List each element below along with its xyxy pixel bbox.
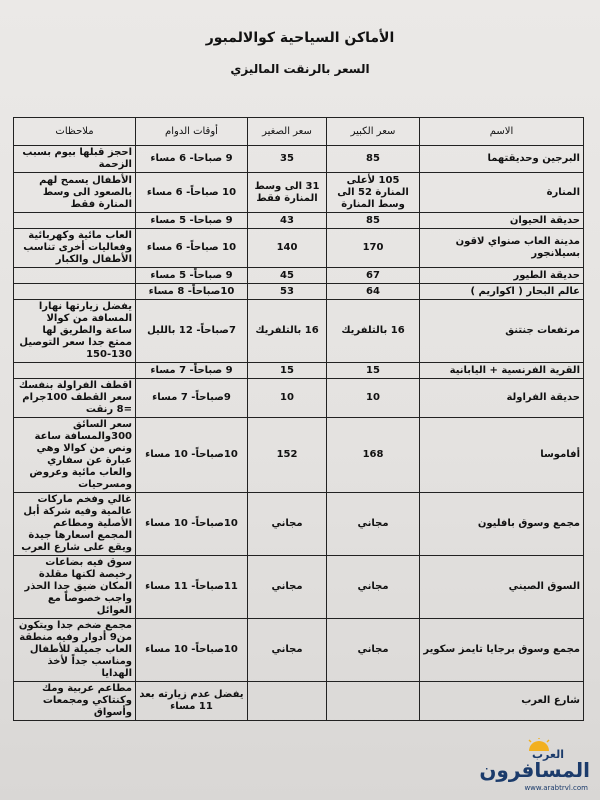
- cell-name: شارع العرب: [420, 682, 584, 721]
- table-row: [14, 146, 584, 173]
- cell-child-price: [248, 682, 327, 721]
- table-row: [14, 418, 584, 493]
- logo-website: www.arabtrvl.com: [524, 784, 588, 792]
- table-row: [14, 556, 584, 619]
- cell-adult-price: مجاني: [327, 556, 420, 619]
- cell-name: المنارة: [420, 173, 584, 213]
- cell-child-price: مجاني: [248, 556, 327, 619]
- cell-notes: [14, 363, 136, 379]
- cell-adult-price: 16 بالتلفريك: [327, 300, 420, 363]
- cell-child-price: مجاني: [248, 619, 327, 682]
- cell-name: مرتفعات جنتنق: [420, 300, 584, 363]
- cell-adult-price: 170: [327, 229, 420, 268]
- site-logo: [479, 736, 594, 796]
- cell-notes: الأطفال يسمح لهم بالصعود الى وسط المنارة فقط: [14, 173, 136, 213]
- cell-name: مجمع وسوق برجايا تايمز سكوير: [420, 619, 584, 682]
- cell-child-price: 10: [248, 379, 327, 418]
- cell-child-price: 35: [248, 146, 327, 173]
- page-title: الأماكن السياحية كوالالمبور: [205, 30, 395, 46]
- cell-notes: سوق فيه بضاعات رخيصة لكنها مقلدة المكان ضيق جدا الحذر واجب خصوصاً مع العوائل: [14, 556, 136, 619]
- cell-notes: مطاعم عربية ومك وكنتاكي ومجمعات وأسواق: [14, 682, 136, 721]
- cell-name: السوق الصيني: [420, 556, 584, 619]
- table-row: [14, 173, 584, 213]
- cell-hours: 10صباحاً- 10 مساء: [136, 493, 248, 556]
- cell-notes: [14, 268, 136, 284]
- table-row: [14, 268, 584, 284]
- attractions-table: [13, 117, 584, 721]
- table-row: [14, 284, 584, 300]
- table-row: [14, 213, 584, 229]
- cell-hours: 7صباحاً- 12 بالليل: [136, 300, 248, 363]
- cell-notes: سعر السائق 300والمسافة ساعة ونص من كوالا وهي عبارة عن سفاري والعاب مائية وعروض ومسرحيات: [14, 418, 136, 493]
- cell-hours: 9 صباحا- 5 مساء: [136, 213, 248, 229]
- cell-adult-price: مجاني: [327, 493, 420, 556]
- cell-child-price: 31 الى وسط المنارة فقط: [248, 173, 327, 213]
- cell-adult-price: 67: [327, 268, 420, 284]
- cell-child-price: 43: [248, 213, 327, 229]
- table-row: [14, 619, 584, 682]
- table-row: [14, 363, 584, 379]
- cell-hours: 9 صباحا- 6 مساء: [136, 146, 248, 173]
- cell-adult-price: 64: [327, 284, 420, 300]
- cell-child-price: مجاني: [248, 493, 327, 556]
- cell-child-price: 140: [248, 229, 327, 268]
- logo-text-main: المسافرون: [479, 758, 590, 782]
- cell-hours: 9صباحاً- 7 مساء: [136, 379, 248, 418]
- table-row: [14, 229, 584, 268]
- cell-hours: 10 صباحاً- 6 مساء: [136, 229, 248, 268]
- cell-name: القرية الفرنسية + اليابانية: [420, 363, 584, 379]
- cell-name: أفاموسا: [420, 418, 584, 493]
- logo-text-top: العرب: [531, 748, 564, 761]
- cell-hours: 10صباحاً- 10 مساء: [136, 418, 248, 493]
- header-adult-price: سعر الكبير: [327, 118, 420, 146]
- cell-child-price: 15: [248, 363, 327, 379]
- cell-adult-price: مجاني: [327, 619, 420, 682]
- cell-child-price: 45: [248, 268, 327, 284]
- cell-hours: 11صباحاً- 11 مساء: [136, 556, 248, 619]
- cell-hours: 10 صباحاً- 6 مساء: [136, 173, 248, 213]
- cell-notes: العاب مائية وكهربائية وفعاليات أخرى تناسب الأطفال والكبار: [14, 229, 136, 268]
- cell-name: مدينة العاب صنواي لاقون بسيلانجور: [420, 229, 584, 268]
- cell-child-price: 152: [248, 418, 327, 493]
- cell-hours: 10صباحاً- 10 مساء: [136, 619, 248, 682]
- cell-hours: 9 صباحاً- 5 مساء: [136, 268, 248, 284]
- cell-notes: مجمع ضخم جدا ويتكون من9 أدوار وفيه منطقة العاب جميلة للأطفال ومناسب جداً لأخذ الهدايا: [14, 619, 136, 682]
- cell-adult-price: 105 لأعلى المنارة 52 الى وسط المنارة: [327, 173, 420, 213]
- cell-name: البرجين وحديقتهما: [420, 146, 584, 173]
- table-row: [14, 379, 584, 418]
- cell-notes: اقطف الفراولة بنفسك سعر القطف 100جرام =8 رنقت: [14, 379, 136, 418]
- table-row: [14, 300, 584, 363]
- cell-adult-price: 85: [327, 213, 420, 229]
- cell-notes: غالي وفخم ماركات عالمية وفيه شركة أبل الأصلية ومطاعم المجمع اسعارها جيدة ويقع على شارع العرب: [14, 493, 136, 556]
- cell-notes: [14, 284, 136, 300]
- cell-adult-price: 10: [327, 379, 420, 418]
- table-row: [14, 493, 584, 556]
- cell-hours: 9 صباحاً- 7 مساء: [136, 363, 248, 379]
- cell-adult-price: 85: [327, 146, 420, 173]
- cell-child-price: 53: [248, 284, 327, 300]
- header-hours: أوقات الدوام: [136, 118, 248, 146]
- cell-name: حديقة الحيوان: [420, 213, 584, 229]
- cell-hours: 10صباحاً- 8 مساء: [136, 284, 248, 300]
- header-notes: ملاحظات: [14, 118, 136, 146]
- cell-adult-price: [327, 682, 420, 721]
- cell-notes: يفضل زيارتها نهارا المسافة من كوالا ساعة والطريق لها ممتع جدا سعر التوصيل 130-150: [14, 300, 136, 363]
- cell-name: عالم البحار ( اكواريم ): [420, 284, 584, 300]
- cell-name: مجمع وسوق بافليون: [420, 493, 584, 556]
- cell-child-price: 16 بالتلفريك: [248, 300, 327, 363]
- cell-hours: يفضل عدم زيارته بعد 11 مساء: [136, 682, 248, 721]
- cell-adult-price: 15: [327, 363, 420, 379]
- table-header-row: [14, 118, 584, 146]
- header-name: الاسم: [420, 118, 584, 146]
- header-child-price: سعر الصغير: [248, 118, 327, 146]
- cell-notes: احجز قبلها بيوم بسبب الزحمة: [14, 146, 136, 173]
- cell-adult-price: 168: [327, 418, 420, 493]
- cell-name: حديقة الطيور: [420, 268, 584, 284]
- table-row: [14, 682, 584, 721]
- cell-notes: [14, 213, 136, 229]
- cell-name: حديقة الفراولة: [420, 379, 584, 418]
- page-subtitle: السعر بالرنقت الماليزي: [230, 62, 370, 76]
